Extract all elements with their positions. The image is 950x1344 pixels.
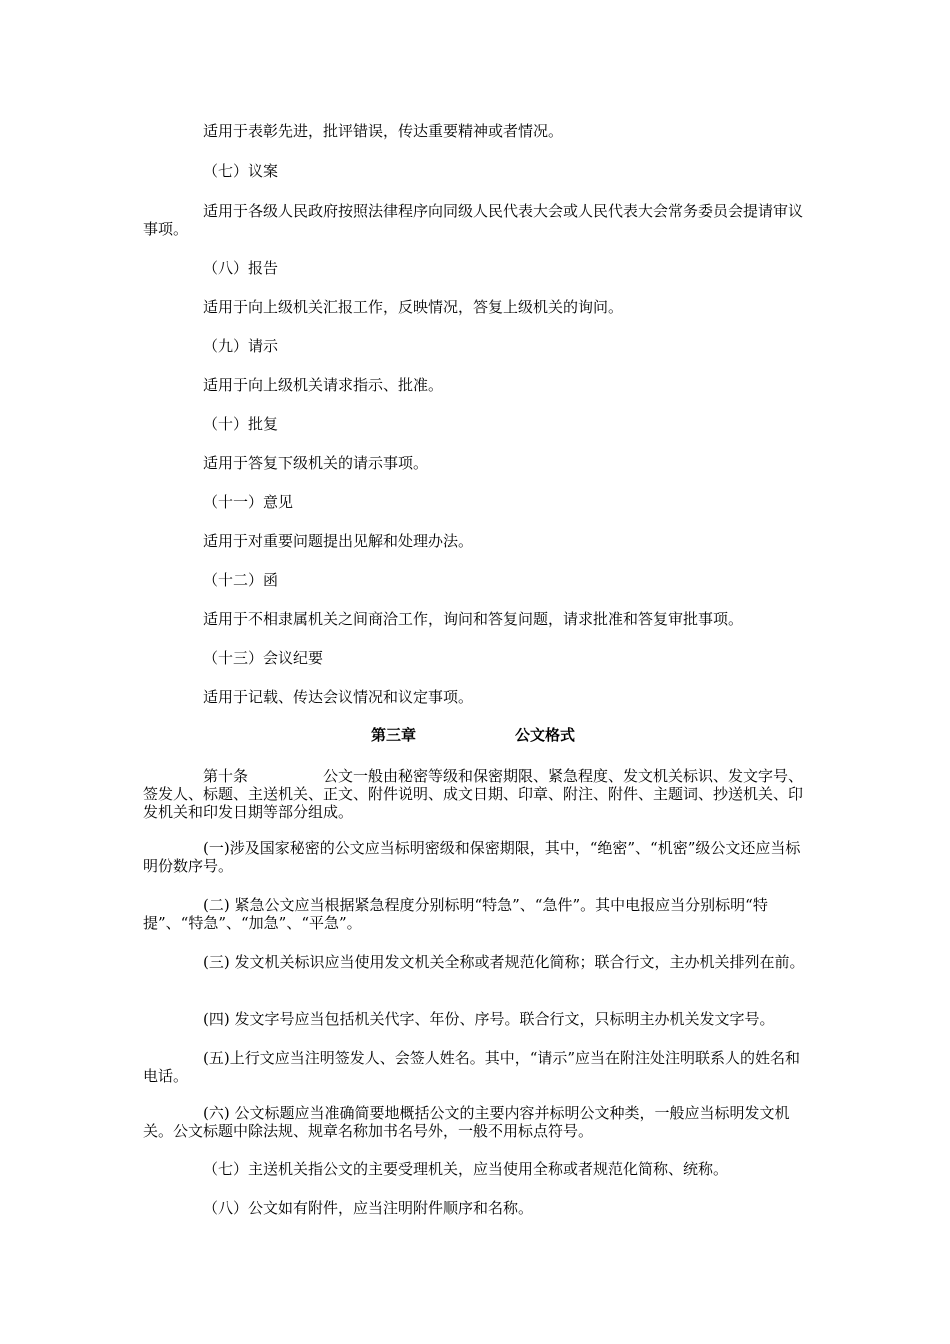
section-heading-minutes: （十三）会议纪要	[203, 649, 324, 667]
item-signatory: (五)上行文应当注明签发人、会签人姓名。其中，“请示”应当在附注处注明联系人的姓名和电话。	[143, 1049, 801, 1085]
paragraph-reply-purpose: 适用于答复下级机关的请示事项。	[203, 454, 429, 472]
item-urgency-marking: (二) 紧急公文应当根据紧急程度分别标明“特急”、“急件”。其中电报应当分别标明“特提”、“特急”、“加急”、“平急”。	[143, 896, 768, 932]
section-heading-motion: （七）议案	[203, 162, 279, 180]
paragraph-commendation-purpose: 适用于表彰先进，批评错误，传达重要精神或者情况。	[203, 122, 564, 140]
paragraph-request-purpose: 适用于向上级机关请求指示、批准。	[203, 376, 444, 394]
paragraph-minutes-purpose: 适用于记载、传达会议情况和议定事项。	[203, 688, 474, 706]
paragraph-motion-purpose: 适用于各级人民政府按照法律程序向同级人民代表大会或人民代表大会常务委员会提请审议事项。	[143, 202, 804, 238]
chapter-title: 公文格式	[515, 726, 576, 744]
paragraph-report-purpose: 适用于向上级机关汇报工作，反映情况，答复上级机关的询问。	[203, 298, 624, 316]
item-main-recipient: （七）主送机关指公文的主要受理机关，应当使用全称或者规范化简称、统称。	[203, 1160, 729, 1178]
section-heading-request: （九）请示	[203, 337, 279, 355]
paragraph-letter-purpose: 适用于不相隶属机关之间商洽工作，询问和答复问题，请求批准和答复审批事项。	[203, 610, 744, 628]
section-heading-reply: （十）批复	[203, 415, 279, 433]
paragraph-opinion-purpose: 适用于对重要问题提出见解和处理办法。	[203, 532, 474, 550]
chapter-number: 第三章	[371, 726, 417, 744]
item-document-title: (六) 公文标题应当准确简要地概括公文的主要内容并标明公文种类，一般应当标明发文机关。公文标题中除法规、规章名称加书名号外，一般不用标点符号。	[143, 1104, 790, 1140]
section-heading-report: （八）报告	[203, 259, 279, 277]
section-heading-letter: （十二）函	[203, 571, 279, 589]
article-body: 公文一般由秘密等级和保密期限、紧急程度、发文机关标识、发文字号、签发人、标题、主送机关、正文、附件说明、成文日期、印章、附注、附件、主题词、抄送机关、印发机关和印发日期等部分组成。	[143, 767, 804, 821]
item-issuer-identification: (三) 发文机关标识应当使用发文机关全称或者规范化简称；联合行文，主办机关排列在前。	[203, 953, 805, 971]
section-heading-opinion: （十一）意见	[203, 493, 294, 511]
item-classified-marking: (一)涉及国家秘密的公文应当标明密级和保密期限，其中，“绝密”、“机密”级公文还应当标明份数序号。	[143, 839, 801, 875]
item-document-number: (四) 发文字号应当包括机关代字、年份、序号。联合行文，只标明主办机关发文字号。	[203, 1010, 775, 1028]
item-attachments: （八）公文如有附件，应当注明附件顺序和名称。	[203, 1199, 534, 1217]
article-label: 第十条	[203, 767, 249, 785]
